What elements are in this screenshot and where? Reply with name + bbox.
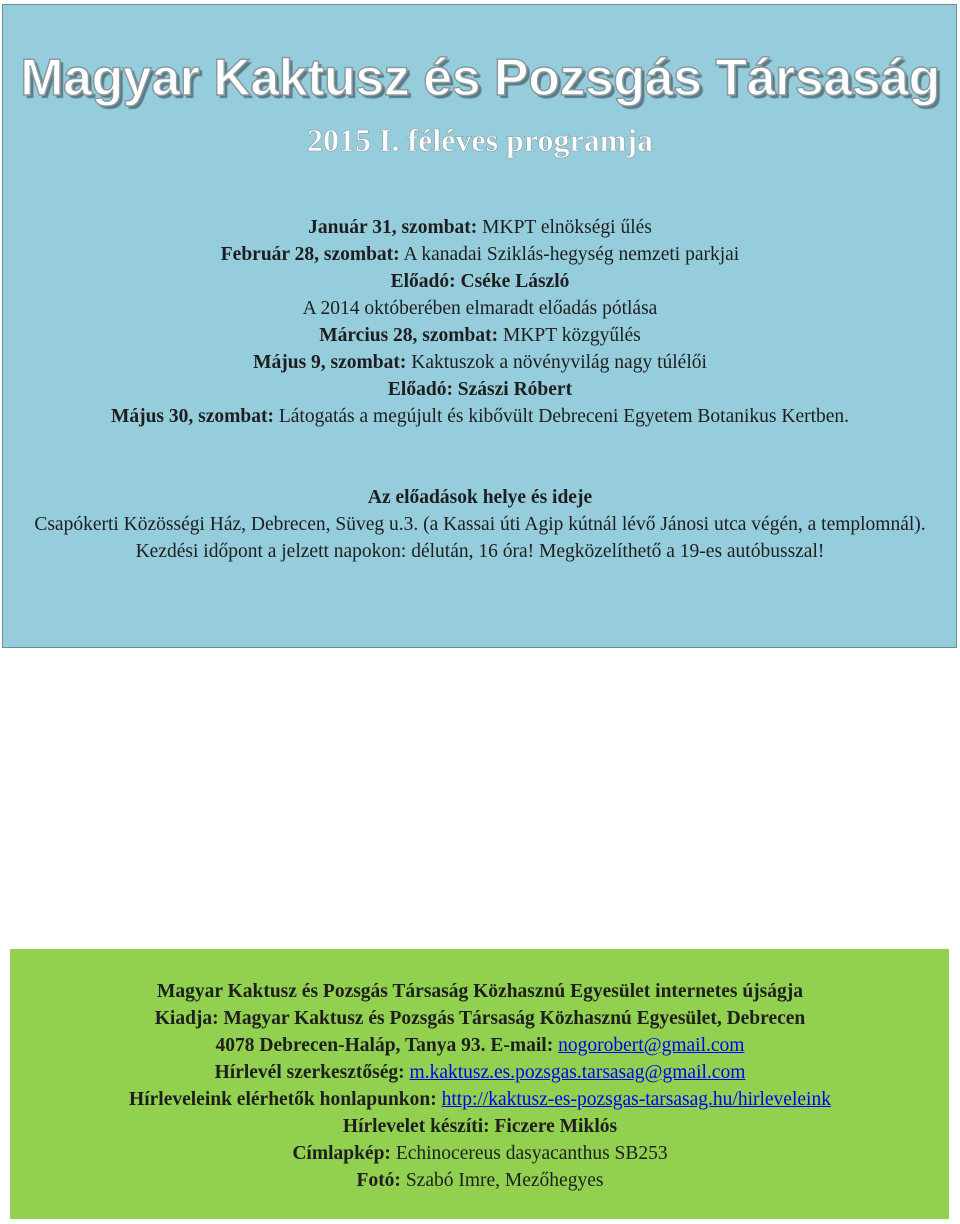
program-item [0,295,960,322]
program-item [0,322,960,349]
program-item-text: A 2014 októberében elmaradt előadás pótlása [302,298,658,319]
program-item [0,214,960,241]
footer-website-line [0,1086,960,1113]
program-item-label: Előadó: Cséke László [390,271,570,292]
footer-publication-line: Magyar Kaktusz és Pozsgás Társaság Közhasznú Egyesület internetes újságja [156,981,803,1002]
program-item [0,268,960,295]
program-item-text: Kaktuszok a növényvilág nagy túlélői [406,352,707,373]
footer-cover-line [0,1140,960,1167]
newsletter-url-link[interactable]: http://kaktusz-es-pozsgas-tarsasag.hu/hirleveleink [441,1089,831,1110]
program-item [0,403,960,430]
program-item-text: A kanadai Sziklás-hegység nemzeti parkjai [399,244,740,265]
footer-website-label: Hírleveleink elérhetők honlapunkon: [129,1089,442,1110]
program-item-text: Látogatás a megújult és kibővült Debreceni Egyetem Botanikus Kertben. [273,406,850,427]
program-item-label: Május 30, szombat: [110,406,274,427]
footer-photo-label: Fotó: [356,1170,401,1191]
page-subtitle: 2015 I. féléves programja [307,122,653,158]
venue-section [0,484,960,565]
program-item-label: Előadó: Szászi Róbert [387,379,573,400]
footer-editor-line [0,1059,960,1086]
footer-maker-line: Hírlevelet készíti: Ficzere Miklós [342,1116,618,1137]
program-item [0,349,960,376]
footer-photo-line [0,1167,960,1194]
page-title: Magyar Kaktusz és Pozsgás Társaság [20,49,940,107]
venue-description: Csapókerti Közösségi Ház, Debrecen, Süveg u.3. (a Kassai úti Agip kútnál lévő Jánosi utca végén, a templomnál). Kezdési időpont a jelzett napokon: délután, 16 óra! Megközelíthető a 19-es autóbusszal! [34,514,926,562]
program-item-text: MKPT elnökségi űlés [477,217,652,238]
footer-info [0,978,960,1194]
program-item [0,376,960,403]
editor-email-link[interactable]: m.kaktusz.es.pozsgas.tarsasag@gmail.com [409,1062,746,1083]
footer-address-line [0,1032,960,1059]
program-item-label: Január 31, szombat: [308,217,478,238]
footer-editor-label: Hírlevél szerkesztőség: [214,1062,410,1083]
footer-photo-text: Szabó Imre, Mezőhegyes [400,1170,604,1191]
venue-heading: Az előadások helye és ideje [367,487,593,508]
program-item-label: Május 9, szombat: [253,352,407,373]
footer-publisher-line: Kiadja: Magyar Kaktusz és Pozsgás Társaság Közhasznú Egyesület, Debrecen [154,1008,806,1029]
footer-cover-label: Címlapkép: [292,1143,391,1164]
program-item [0,241,960,268]
program-item-label: Február 28, szombat: [220,244,400,265]
footer-cover-text: Echinocereus dasyacanthus SB253 [390,1143,668,1164]
email-link[interactable]: nogorobert@gmail.com [558,1035,745,1056]
footer-address-label: 4078 Debrecen-Haláp, Tanya 93. E-mail: [215,1035,559,1056]
program-item-label: Március 28, szombat: [319,325,499,346]
program-list [0,214,960,430]
program-item-text: MKPT közgyűlés [498,325,641,346]
